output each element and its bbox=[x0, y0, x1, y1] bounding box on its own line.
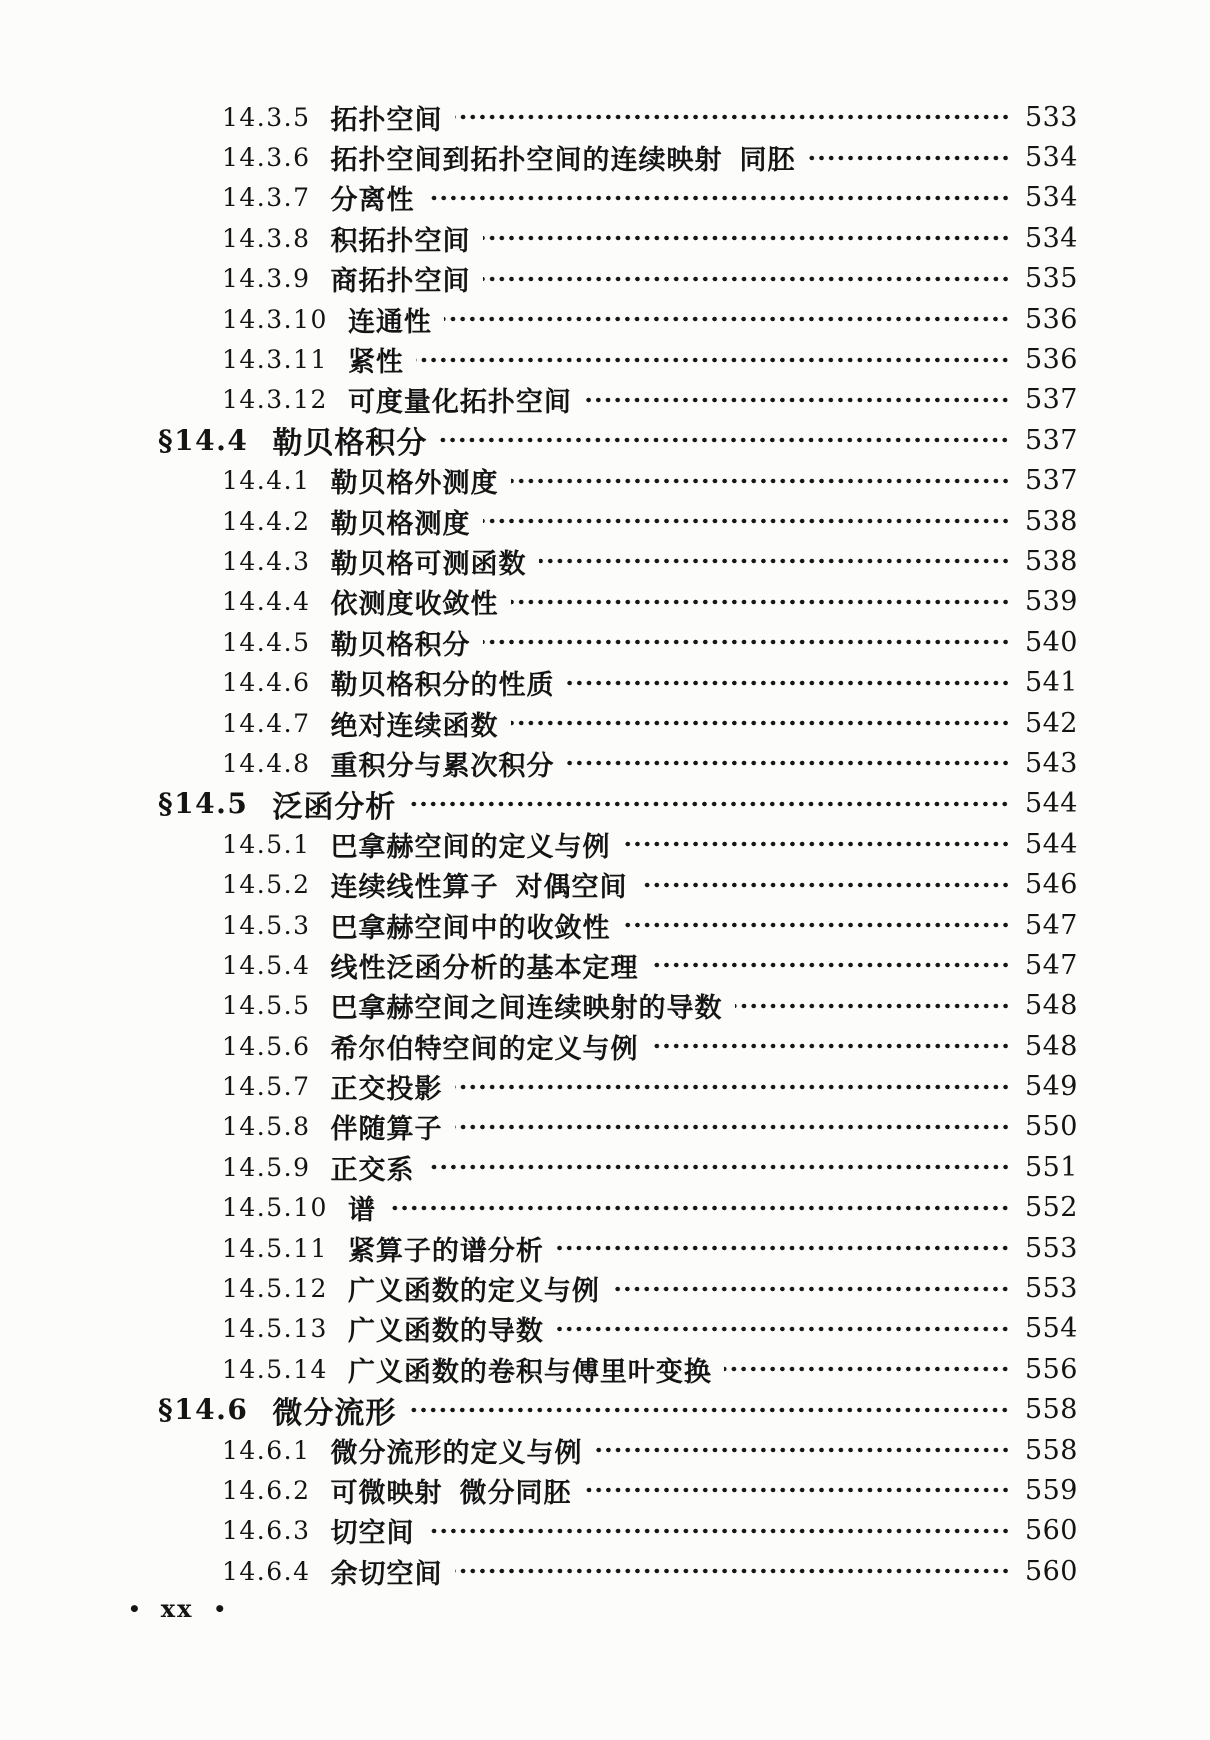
toc-entry-number: 14.6.1 bbox=[222, 1435, 311, 1465]
toc-entry bbox=[0, 339, 1210, 379]
toc-entry-number: 14.4.2 bbox=[222, 506, 311, 536]
toc-entry bbox=[0, 380, 1210, 420]
toc-entry-number: §14.6 bbox=[158, 1393, 249, 1427]
toc-entry-title: 勒贝格积分 bbox=[330, 629, 471, 660]
toc-entry-number: 14.6.3 bbox=[222, 1516, 311, 1546]
toc-entry-page: 541 bbox=[1024, 667, 1078, 699]
dot-leader bbox=[408, 799, 1010, 809]
toc-entry bbox=[0, 1268, 1210, 1308]
toc-entry bbox=[0, 461, 1210, 501]
toc-entry bbox=[0, 541, 1210, 581]
toc-entry-number: 14.3.10 bbox=[222, 304, 328, 334]
toc-entry-number: 14.5.5 bbox=[222, 991, 311, 1021]
toc-entry-page: 534 bbox=[1024, 142, 1078, 174]
toc-entry-title: 线性泛函分析的基本定理 bbox=[330, 952, 639, 983]
toc-entry-page: 559 bbox=[1024, 1474, 1078, 1506]
toc-entry-number: 14.5.13 bbox=[222, 1314, 328, 1344]
toc-entry-number: 14.5.9 bbox=[222, 1152, 311, 1182]
toc-entry bbox=[0, 1430, 1210, 1470]
toc-entry-number: 14.5.6 bbox=[222, 1031, 311, 1061]
toc-entry-page: 547 bbox=[1024, 949, 1078, 981]
toc-entry-number: 14.5.7 bbox=[222, 1072, 311, 1102]
dot-leader bbox=[808, 153, 1010, 163]
dot-leader bbox=[724, 1364, 1010, 1374]
toc-entry-number: 14.4.8 bbox=[222, 748, 311, 778]
toc-entry-title: 绝对连续函数 bbox=[330, 710, 499, 741]
dot-leader bbox=[612, 1284, 1010, 1294]
toc-entry-title: 拓扑空间到拓扑空间的连续映射 同胚 bbox=[330, 145, 796, 176]
toc-entry bbox=[0, 218, 1210, 258]
toc-entry-title: 积拓扑空间 bbox=[330, 225, 471, 256]
toc-entry-number: 14.3.6 bbox=[222, 143, 311, 173]
toc-entry bbox=[0, 1228, 1210, 1268]
toc-entry-title: 巴拿赫空间的定义与例 bbox=[330, 831, 611, 862]
toc-entry-page: 542 bbox=[1024, 707, 1078, 739]
toc-entry-number: 14.3.7 bbox=[222, 183, 311, 213]
dot-leader bbox=[651, 1041, 1010, 1051]
toc-entry-title: 微分流形 bbox=[272, 1396, 397, 1430]
toc-entry-title: 希尔伯特空间的定义与例 bbox=[330, 1033, 639, 1064]
toc-entry-title: 依测度收敛性 bbox=[330, 589, 499, 620]
toc-entry-title: 伴随算子 bbox=[330, 1114, 443, 1145]
dot-leader bbox=[735, 1001, 1010, 1011]
toc-entry-page: 556 bbox=[1024, 1353, 1078, 1385]
dot-leader bbox=[416, 355, 1010, 365]
dot-leader bbox=[483, 516, 1010, 526]
toc-entry-page: 534 bbox=[1024, 182, 1078, 214]
toc-entry bbox=[0, 662, 1210, 702]
toc-entry-number: 14.5.12 bbox=[222, 1274, 328, 1304]
toc-entry-page: 538 bbox=[1024, 505, 1078, 537]
toc-list bbox=[0, 97, 1210, 1591]
dot-leader bbox=[511, 718, 1010, 728]
toc-entry bbox=[0, 622, 1210, 662]
toc-entry-number: 14.5.1 bbox=[222, 829, 311, 859]
toc-entry-title: 正交系 bbox=[330, 1154, 415, 1185]
toc-entry-page: 536 bbox=[1024, 303, 1078, 335]
toc-entry bbox=[0, 1349, 1210, 1389]
toc-entry bbox=[0, 299, 1210, 339]
dot-leader bbox=[455, 112, 1010, 122]
toc-entry bbox=[0, 178, 1210, 218]
toc-entry bbox=[0, 864, 1210, 904]
dot-leader bbox=[408, 1405, 1010, 1415]
toc-entry-page: 547 bbox=[1024, 909, 1078, 941]
toc-entry bbox=[0, 1309, 1210, 1349]
dot-leader bbox=[483, 637, 1010, 647]
toc-entry-page: 558 bbox=[1024, 1394, 1078, 1426]
toc-entry-number: §14.4 bbox=[158, 423, 249, 457]
toc-entry-page: 558 bbox=[1024, 1434, 1078, 1466]
toc-entry-page: 540 bbox=[1024, 626, 1078, 658]
dot-leader bbox=[539, 556, 1010, 566]
toc-entry-page: 536 bbox=[1024, 344, 1078, 376]
toc-entry-number: 14.5.3 bbox=[222, 910, 311, 940]
footer-left-dot-icon: • bbox=[128, 1596, 141, 1621]
dot-leader bbox=[567, 758, 1010, 768]
toc-entry bbox=[0, 97, 1210, 137]
dot-leader bbox=[483, 233, 1010, 243]
toc-entry-page: 534 bbox=[1024, 222, 1078, 254]
toc-entry-number: 14.5.14 bbox=[222, 1354, 328, 1384]
toc-entry bbox=[0, 1188, 1210, 1228]
toc-entry-page: 552 bbox=[1024, 1192, 1078, 1224]
dot-leader bbox=[511, 597, 1010, 607]
footer-right-dot-icon: • bbox=[213, 1596, 227, 1621]
toc-entry-title: 微分流形的定义与例 bbox=[330, 1437, 583, 1468]
toc-entry bbox=[0, 1066, 1210, 1106]
dot-leader bbox=[455, 1082, 1010, 1092]
toc-entry-number: 14.4.1 bbox=[222, 466, 311, 496]
toc-entry-title: 可微映射 微分同胚 bbox=[330, 1477, 572, 1508]
toc-entry-page: 535 bbox=[1024, 263, 1078, 295]
toc-entry-page: 549 bbox=[1024, 1071, 1078, 1103]
toc-entry-page: 544 bbox=[1024, 788, 1078, 820]
toc-entry bbox=[0, 501, 1210, 541]
toc-entry-page: 533 bbox=[1024, 101, 1078, 133]
toc-entry bbox=[0, 420, 1210, 460]
toc-entry-title: 广义函数的卷积与傅里叶变换 bbox=[347, 1356, 712, 1387]
toc-entry-page: 537 bbox=[1024, 465, 1078, 497]
toc-entry-title: 紧算子的谱分析 bbox=[347, 1235, 544, 1266]
page-footer bbox=[128, 1594, 226, 1623]
toc-entry-title: 连续线性算子 对偶空间 bbox=[330, 872, 628, 903]
toc-entry-page: 560 bbox=[1024, 1515, 1078, 1547]
toc-entry-title: 拓扑空间 bbox=[330, 104, 443, 135]
toc-entry-page: 544 bbox=[1024, 828, 1078, 860]
toc-entry-title: 重积分与累次积分 bbox=[330, 750, 555, 781]
toc-entry-page: 553 bbox=[1024, 1273, 1078, 1305]
toc-entry-number: 14.3.9 bbox=[222, 264, 311, 294]
toc-entry-page: 553 bbox=[1024, 1232, 1078, 1264]
toc-entry-page: 538 bbox=[1024, 545, 1078, 577]
toc-entry bbox=[0, 743, 1210, 783]
dot-leader bbox=[388, 1203, 1010, 1213]
toc-entry bbox=[0, 784, 1210, 824]
toc-entry-title: 连通性 bbox=[347, 306, 432, 337]
toc-entry-title: 广义函数的导数 bbox=[347, 1316, 544, 1347]
toc-entry-page: 548 bbox=[1024, 990, 1078, 1022]
toc-entry-title: 巴拿赫空间中的收敛性 bbox=[330, 912, 611, 943]
toc-entry-number: 14.6.2 bbox=[222, 1475, 311, 1505]
toc-entry bbox=[0, 1390, 1210, 1430]
toc-entry bbox=[0, 259, 1210, 299]
toc-entry-page: 548 bbox=[1024, 1030, 1078, 1062]
toc-entry bbox=[0, 905, 1210, 945]
toc-entry-title: 余切空间 bbox=[330, 1558, 443, 1589]
toc-entry bbox=[0, 582, 1210, 622]
toc-entry bbox=[0, 1551, 1210, 1591]
toc-entry-title: 巴拿赫空间之间连续映射的导数 bbox=[330, 993, 723, 1024]
toc-entry bbox=[0, 137, 1210, 177]
toc-entry-title: 勒贝格积分 bbox=[272, 427, 428, 461]
dot-leader bbox=[584, 395, 1010, 405]
toc-entry-page: 546 bbox=[1024, 869, 1078, 901]
dot-leader bbox=[556, 1324, 1010, 1334]
dot-leader bbox=[623, 839, 1010, 849]
toc-entry-number: 14.6.4 bbox=[222, 1556, 311, 1586]
toc-entry bbox=[0, 703, 1210, 743]
toc-entry-page: 537 bbox=[1024, 424, 1078, 456]
toc-entry-title: 勒贝格测度 bbox=[330, 508, 471, 539]
toc-entry bbox=[0, 1107, 1210, 1147]
dot-leader bbox=[439, 435, 1010, 445]
toc-entry bbox=[0, 1511, 1210, 1551]
toc-entry-page: 537 bbox=[1024, 384, 1078, 416]
toc-entry-title: 泛函分析 bbox=[272, 790, 397, 824]
toc-entry-title: 勒贝格积分的性质 bbox=[330, 670, 555, 701]
toc-entry-page: 551 bbox=[1024, 1151, 1078, 1183]
dot-leader bbox=[427, 1162, 1010, 1172]
toc-entry bbox=[0, 1026, 1210, 1066]
dot-leader bbox=[584, 1485, 1010, 1495]
toc-entry bbox=[0, 1470, 1210, 1510]
toc-entry-number: 14.5.10 bbox=[222, 1193, 328, 1223]
toc-entry-page: 539 bbox=[1024, 586, 1078, 618]
dot-leader bbox=[455, 1122, 1010, 1132]
toc-entry-page: 554 bbox=[1024, 1313, 1078, 1345]
dot-leader bbox=[595, 1445, 1010, 1455]
toc-entry-page: 560 bbox=[1024, 1555, 1078, 1587]
toc-entry-number: §14.5 bbox=[158, 787, 249, 821]
toc-entry bbox=[0, 824, 1210, 864]
toc-entry-page: 550 bbox=[1024, 1111, 1078, 1143]
dot-leader bbox=[427, 193, 1010, 203]
toc-entry-number: 14.3.5 bbox=[222, 102, 311, 132]
dot-leader bbox=[455, 1566, 1010, 1576]
toc-entry-number: 14.3.8 bbox=[222, 223, 311, 253]
dot-leader bbox=[427, 1526, 1010, 1536]
toc-entry-number: 14.4.6 bbox=[222, 668, 311, 698]
toc-entry-number: 14.4.5 bbox=[222, 627, 311, 657]
toc-entry-number: 14.5.11 bbox=[222, 1233, 328, 1263]
toc-entry-title: 切空间 bbox=[330, 1518, 415, 1549]
toc-entry-title: 勒贝格可测函数 bbox=[330, 548, 527, 579]
footer-page-label: xx bbox=[160, 1594, 194, 1623]
toc-entry-title: 紧性 bbox=[347, 347, 404, 378]
dot-leader bbox=[483, 274, 1010, 284]
toc-entry-title: 广义函数的定义与例 bbox=[347, 1276, 600, 1307]
toc-entry-number: 14.3.11 bbox=[222, 345, 328, 375]
toc-entry-number: 14.5.8 bbox=[222, 1112, 311, 1142]
toc-entry-number: 14.5.4 bbox=[222, 950, 311, 980]
toc-entry-number: 14.4.3 bbox=[222, 546, 311, 576]
toc-entry-number: 14.5.2 bbox=[222, 870, 311, 900]
dot-leader bbox=[444, 314, 1010, 324]
toc-entry-number: 14.4.4 bbox=[222, 587, 311, 617]
dot-leader bbox=[623, 920, 1010, 930]
toc-entry bbox=[0, 1147, 1210, 1187]
toc-entry-title: 分离性 bbox=[330, 185, 415, 216]
toc-entry-number: 14.3.12 bbox=[222, 385, 328, 415]
toc-entry-title: 勒贝格外测度 bbox=[330, 468, 499, 499]
toc-entry-title: 谱 bbox=[347, 1195, 376, 1226]
toc-entry-title: 正交投影 bbox=[330, 1074, 443, 1105]
toc-entry-title: 可度量化拓扑空间 bbox=[347, 387, 572, 418]
toc-entry-number: 14.4.7 bbox=[222, 708, 311, 738]
toc-entry bbox=[0, 945, 1210, 985]
dot-leader bbox=[640, 880, 1010, 890]
dot-leader bbox=[567, 678, 1010, 688]
toc-entry-page: 543 bbox=[1024, 747, 1078, 779]
dot-leader bbox=[651, 960, 1010, 970]
dot-leader bbox=[511, 476, 1010, 486]
toc-entry bbox=[0, 986, 1210, 1026]
dot-leader bbox=[556, 1243, 1010, 1253]
toc-entry-title: 商拓扑空间 bbox=[330, 266, 471, 297]
